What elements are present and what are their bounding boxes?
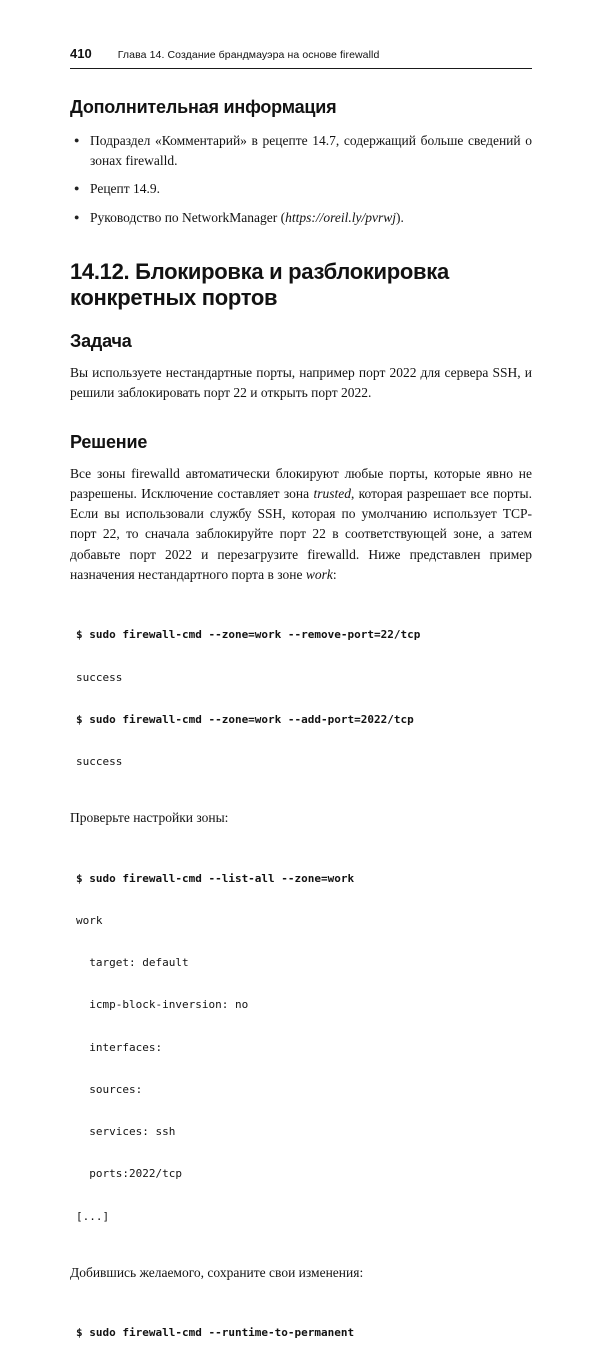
list-item: [70, 179, 532, 199]
bullet-icon: ●: [74, 183, 80, 194]
list-item-text: Рецепт 14.9.: [90, 181, 161, 197]
code-line-output: icmp-block-inversion: no: [76, 998, 249, 1012]
paragraph-text: :: [332, 566, 337, 582]
list-item: [70, 208, 532, 228]
list-item: [70, 131, 532, 170]
code-line-command: $ sudo firewall-cmd --zone=work --add-port=2022/tcp: [76, 712, 414, 726]
header-rule: [70, 68, 532, 69]
code-line-command: $ sudo firewall-cmd --list-all --zone=work: [76, 871, 355, 885]
code-line-output: success: [76, 670, 123, 684]
code-line-output: target: default: [76, 956, 189, 970]
list-item-text-prefix: Руководство по NetworkManager (: [90, 209, 286, 225]
code-block-runtime-to-permanent: [76, 1298, 532, 1368]
paragraph-text: Все зоны firewalld автоматически блокируют любые порты, которые явно не разрешены. Исключение составляет зона: [70, 465, 532, 501]
code-line-output: interfaces:: [76, 1040, 163, 1054]
link-url[interactable]: https://oreil.ly/pvrwj: [285, 209, 396, 225]
chapter-title: Глава 14. Создание брандмауэра на основе firewalld: [117, 49, 380, 61]
section-title-task: Задача: [70, 331, 132, 352]
save-changes-paragraph: Добившись желаемого, сохраните свои изменения:: [70, 1264, 364, 1280]
section-title-additional-info: Дополнительная информация: [70, 97, 337, 117]
bullet-icon: ●: [74, 211, 80, 222]
section-title-solution: Решение: [70, 431, 148, 452]
list-item-text: [90, 208, 532, 228]
code-block-list-all: [76, 844, 532, 1252]
code-line-output: ports:2022/tcp: [76, 1167, 182, 1181]
code-line-output: success: [76, 755, 123, 769]
task-paragraph: Вы используете нестандартные порты, например порт 2022 для сервера SSH, и решили заблокировать порт 22 и открыть порт 2022.: [70, 365, 532, 401]
list-item-text: Подраздел «Комментарий» в рецепте 14.7, содержащий больше сведений о зонах firewalld.: [90, 133, 532, 168]
list-item-text-suffix: ).: [396, 209, 404, 225]
code-line-command: $ sudo firewall-cmd --zone=work --remove-port=22/tcp: [76, 628, 421, 642]
zone-name-italic: work: [305, 566, 333, 582]
code-block-port-commands: [76, 600, 532, 797]
page-number: 410: [70, 46, 92, 61]
solution-paragraph: [70, 464, 532, 586]
code-line-command: $ sudo firewall-cmd --runtime-to-permanent: [76, 1326, 355, 1340]
zone-name-italic: trusted: [313, 485, 351, 501]
bullet-icon: ●: [74, 135, 80, 145]
code-line-output: sources:: [76, 1082, 143, 1096]
recipe-title: 14.12. Блокировка и разблокировка конкретных портов: [70, 259, 449, 311]
code-line-output: services: ssh: [76, 1125, 176, 1139]
paragraph-text: , которая разрешает все порты. Если вы использовали службу SSH, которая по умолчанию использует TCP-порт 22, то сначала заблокируйте порт 22 в соответствующей зоне, а затем добавьте порт 2022 и перезагрузите firewalld. Ниже представлен пример назначения нестандартного порта в зоне: [70, 485, 532, 582]
code-line-output: work: [76, 913, 103, 927]
running-header: [70, 46, 532, 61]
additional-info-list: [70, 131, 532, 227]
code-line-output: [...]: [76, 1209, 110, 1223]
check-zone-paragraph: Проверьте настройки зоны:: [70, 810, 229, 826]
